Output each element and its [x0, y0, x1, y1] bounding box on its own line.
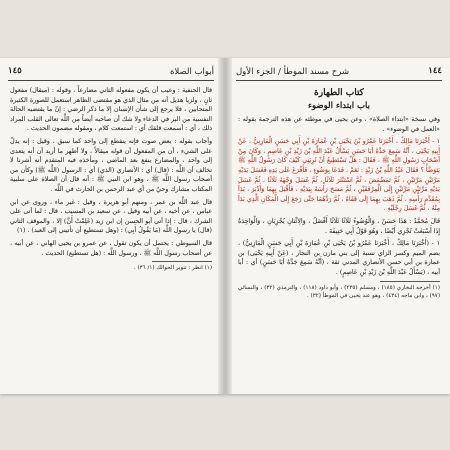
left-page-header [8, 66, 214, 81]
footnote-divider [380, 281, 440, 282]
left-paragraph-3: قال عبد اللَّه بن عمر ، ومنهم أبو هريرة ، وقيل : غير ماء ، وروى عن ابن عباس ، عن أخيه ، عن أبيه وقيل ، عن سعيد بن المسيب ، قال : لما أتى على الشرك ، قال : إذا أتى أبو الحسن إن ابن زيد (عَلِمْتُ أَنَّ) إلا ، والموقف الثاني (قال) يا رسول اللَّه (مَا يَقُولُ أَبِي) : (وهل تستطيع أن تأتيني إلى العبد) . (١) [10, 198, 212, 235]
hadith-text: ١ - أَخْبَرَنَا مَالِكٌ ، أَخْبَرَنَا عَمْرُو بْنُ يَحْيَى بْنِ عُمَارَةَ بْنِ أَبِي حَسَنٍ الْمَازِنِيُّ ، عَنْ أَبِيهِ يَحْيَى ، أَنَّهُ سَمِعَ جَدَّهُ أَبَا حَسَنٍ يَسْأَلُ عَبْدَ اللَّهِ بْنَ زَيْدِ بْنِ عَاصِمٍ ، وَكَانَ مِنْ أَصْحَابِ رَسُولِ اللَّهِ ﷺ ، فَقَالَ : هَلْ تَسْتَطِيعُ أَنْ تُرِيَنِي كَيْفَ كَانَ رَسُولُ اللَّهِ ﷺ يَتَوَضَّأُ ؟ فَقَالَ عَبْدُ اللَّهِ بْنُ زَيْدٍ : نَعَمْ ، فَدَعَا بِوَضُوءٍ ، فَأَفْرَغَ عَلَى يَدِهِ فَغَسَلَ يَدَيْهِ مَرَّتَيْنِ مَرَّتَيْنِ ، ثُمَّ تَمَضْمَضَ ، ثُمَّ اسْتَنْثَرَ ثَلَاثًا ، ثُمَّ غَسَلَ وَجْهَهُ ثَلَاثًا ، ثُمَّ غَسَلَ يَدَيْهِ مَرَّتَيْنِ مَرَّتَيْنِ إِلَى الْمِرْفَقَيْنِ ، ثُمَّ مَسَحَ رَأْسَهُ بِيَدَيْهِ ، فَأَقْبَلَ بِهِمَا وَأَدْبَرَ ، بَدَأَ بِمُقَدَّمِ رَأْسِهِ ، ثُمَّ ذَهَبَ بِهِمَا إِلَى قَفَاهُ ، ثُمَّ رَدَّهُمَا حَتَّى رَجَعَ إِلَى الْمَكَانِ الَّذِي بَدَأَ مِنْهُ ، ثُمَّ غَسَلَ رِجْلَيْهِ . [238, 138, 440, 213]
left-running-head: أبواب الصلاة [169, 67, 214, 77]
right-paragraph-1: وفي نسخة «ابتداء الصلاة» ، وعن يحيى في موطئه عن هذه الترجمة بقوله : «العمل في الوضوء» . [238, 116, 440, 133]
left-paragraph-1: قال الحنفية : وعيب أن يكون مفعوله الثاني مضارعاً ، وقوله : (ميقال) مفعول ثانٍ ، ولزيا هذيل أنه من مثال الذي هو مقتضى الظاهر استعمل للصورة الكثيرة المتحابين ، فلا يرجع إلى شأن الإنسان إلا ما ذكر الرضي : إنّ ما يقتضيه الحالة النفسية من البر في الدعاء ولا شك أن صاحبه أيضاً من اللَّه تعالى القلب المراد ذلك ، أي : أسمعت قلقك أي : استمعت كلام ، ومقوله مضمون الحديث . [10, 87, 212, 133]
left-footnote: (١) انظر : تنوير الحوالك (١/ ٣٦) . [133, 265, 212, 272]
book-title: كتاب الطهارة [314, 88, 364, 98]
right-page-header [236, 66, 442, 81]
left-page [0, 58, 222, 394]
left-paragraph-4: قال السيوطي : يحتمل أن يكون تقول ، عن عمرو بن يحيى الهاني ، عن أبيه ، عن أصحاب رسول اللَّه ﷺ ، ورسول اللَّه : (هل تستطيع) الحديث . [10, 239, 212, 257]
right-running-head: شرح مسند الموطأ / الجزء الأول [236, 67, 350, 77]
left-paragraph-2: وأجاب بقوله : بعض صوت فإنه ينقطع إلى واحد كما سبق ، وقيل : إنه يدلّ على الشيء ، أن من المفعول أن قوله ميقالاً ، ولا أظهر ما أريد أن أنه يتعدى إلى واحد ، والمضارع ينفع بعد الماضي ، ومأخذه فيه المتقدم أنه أشرنا لا تخالف أن اللَّه : (قال) أي : الأنصاري (الذي) أي : الرسول (اللَّه ﷺ) وكأن من أصحاب رسول اللَّه ﷺ ، وهو ابن النبي ﷺ : أنه قال أن الصلاة على سلبية المكتاب مشارك وحيٌ من أي عبد الرحمن بن الحارث في اللَّه . [10, 137, 212, 193]
right-paragraph-3: قَالَ مُحَمَّدٌ : هَذَا حَسَنٌ ، وَالْوُضُوءُ ثَلَاثًا ثَلَاثًا أَفْضَلُ ، وَالِاثْنَانِ يُجْزِيَانِ ، وَالْوَاحِدَةُ إِذَا أَسْبَغَتْ تُجْزِي أَيْضًا ، وَهُوَ قَوْلُ أَبِي حَنِيفَةَ . [238, 217, 440, 235]
left-page-number: ١٤٥ [8, 66, 22, 76]
chapter-title: باب ابتداء الوضوء [308, 101, 370, 111]
open-book [0, 58, 450, 394]
footnote-divider [152, 261, 212, 262]
right-page [228, 58, 450, 394]
left-page-body [10, 86, 212, 275]
right-paragraph-4: ١ - (أَخْبَرَنَا مَالِكٌ ، أَخْبَرَنَا عَمْرُو بْنُ يَحْيَى بْنِ عُمَارَةَ بْنِ أَبِي حَسَنٍ الْمَازِنِيُّ) ، بضم الميم وكسر الزاي نسبة إلى بني مازن بن النجار ، (عَنْ أَبِيهِ يَحْيَى) بن عمارة بن أبي حسن الأنصاري المدني ثقة ، (أَنَّهُ سَمِعَ جَدَّهُ أَبَا حَسَنٍ) أي : أبا أبيه ، (يَسْأَلُ عَبْدَ اللَّهِ بْنَ زَيْدِ بْنِ عَاصِمٍ) . [238, 240, 440, 276]
right-page-number: ١٤٤ [428, 66, 442, 76]
right-page-body [238, 86, 440, 303]
right-footnote: (١) أخرجه البخاري (١٨٥) ، ومسلم (٢٣٥) ، وأبو داود (١١٨) ، والترمذي (٣٢) ، والنسائي (٩٧) ، وابن ماجه (٤٣٤) ، وهو عند يحيى في الموطأ (٣٢) . [238, 284, 440, 299]
